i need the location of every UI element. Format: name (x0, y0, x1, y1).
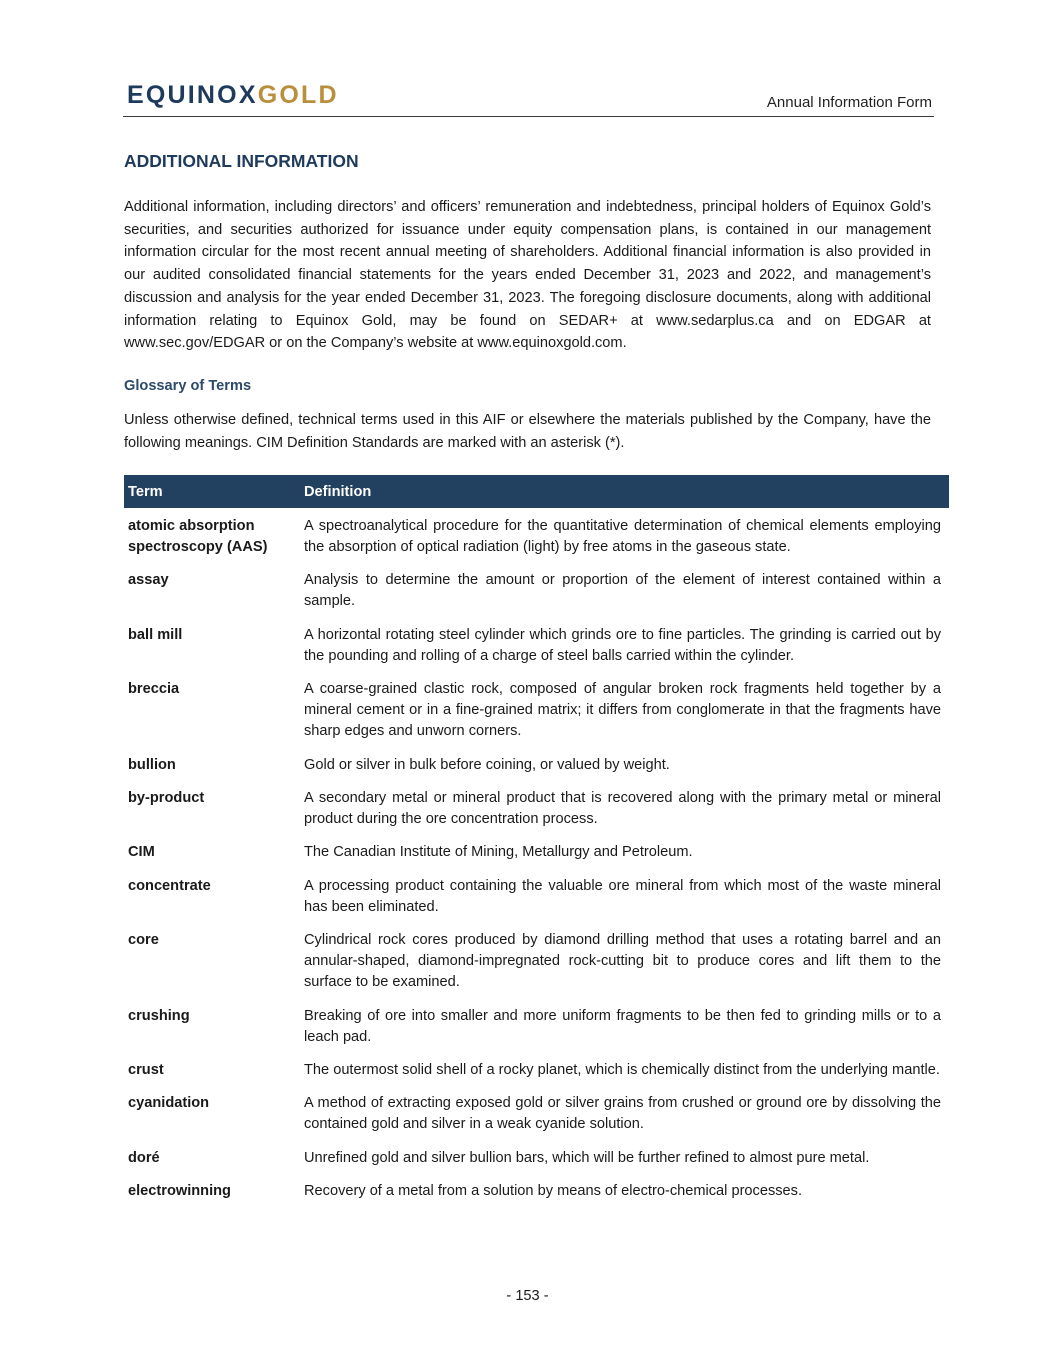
table-row (124, 516, 949, 558)
term-cell: crust (128, 1061, 164, 1078)
company-logo (127, 80, 339, 110)
table-row (124, 930, 949, 993)
term-cell: concentrate (128, 877, 211, 894)
table-row (124, 570, 949, 612)
definition-cell: Analysis to determine the amount or proportion of the element of interest contained within a sample. (304, 572, 941, 610)
term-cell: atomic absorption spectroscopy (AAS) (128, 518, 268, 555)
definition-cell: Recovery of a metal from a solution by means of electro-chemical processes. (304, 1183, 803, 1200)
definition-cell: Unrefined gold and silver bullion bars, which will be further refined to almost pure metal. (304, 1149, 870, 1166)
term-cell: CIM (128, 844, 155, 861)
definition-cell: A processing product containing the valuable ore mineral from which most of the waste mineral has been eliminated. (304, 877, 941, 915)
term-cell: core (128, 932, 159, 949)
term-cell: bullion (128, 756, 176, 773)
additional-information-paragraph: Additional information, including directors’ and officers’ remuneration and indebtedness, principal holders of Equinox Gold’s securities, and securities authorized for issuance under equity compensation plans, is contained in our management information circular for the most recent annual meeting of shareholders. Additional financial information is also provided in our audited consolidated financial statements for the years ended December 31, 2023 and 2022, and management’s discussion and analysis for the year ended December 31, 2023. The foregoing disclosure documents, along with additional information relating to Equinox Gold, may be found on SEDAR+ at www.sedarplus.ca and on EDGAR at www.sec.gov/EDGAR or on the Company’s website at www.equinoxgold.com. (124, 199, 931, 352)
document-title: Annual Information Form (766, 94, 932, 111)
definition-cell: The Canadian Institute of Mining, Metallurgy and Petroleum. (304, 844, 693, 861)
definition-cell: Gold or silver in bulk before coining, or valued by weight. (304, 756, 670, 773)
page-number: - 153 - (506, 1288, 549, 1304)
table-row (124, 1060, 949, 1081)
term-cell: crushing (128, 1007, 190, 1024)
section-title: ADDITIONAL INFORMATION (124, 151, 359, 171)
table-row (124, 755, 949, 776)
definition-cell: A spectroanalytical procedure for the quantitative determination of chemical elements employing the absorption of optical radiation (light) by free atoms in the gaseous state. (304, 518, 941, 555)
term-cell: ball mill (128, 626, 183, 643)
table-row (124, 788, 949, 830)
definition-cell: The outermost solid shell of a rocky planet, which is chemically distinct from the underlying mantle. (304, 1061, 940, 1078)
term-cell: doré (128, 1149, 160, 1166)
table-row (124, 1148, 949, 1169)
column-header-term: Term (128, 483, 163, 500)
glossary-table-header (124, 475, 949, 508)
logo-text-gold: GOLD (257, 81, 339, 109)
glossary-table (124, 475, 949, 1214)
table-row (124, 1093, 949, 1135)
table-row (124, 876, 949, 918)
glossary-title: Glossary of Terms (124, 378, 252, 394)
definition-cell: A method of extracting exposed gold or silver grains from crushed or ground ore by dissolving the contained gold and silver in a weak cyanide solution. (304, 1095, 941, 1133)
table-row (124, 1006, 949, 1048)
table-row (124, 842, 949, 863)
table-row (124, 625, 949, 667)
term-cell: electrowinning (128, 1183, 231, 1200)
logo-text-equinox: EQUINOX (127, 81, 258, 109)
definition-cell: Cylindrical rock cores produced by diamond drilling method that uses a rotating barrel and an annular-shaped, diamond-impregnated rock-cutting bit to produce cores and lift them to the surface to be examined. (304, 932, 941, 991)
term-cell: assay (128, 572, 169, 589)
term-cell: breccia (128, 681, 180, 698)
table-row (124, 679, 949, 742)
glossary-intro-paragraph: Unless otherwise defined, technical terms used in this AIF or elsewhere the materials published by the Company, have the following meanings. CIM Definition Standards are marked with an asterisk (*). (124, 412, 931, 451)
table-row (124, 1181, 949, 1202)
page-header (123, 80, 934, 117)
definition-cell: Breaking of ore into smaller and more uniform fragments to be then fed to grinding mills or to a leach pad. (304, 1007, 941, 1045)
definition-cell: A horizontal rotating steel cylinder which grinds ore to fine particles. The grinding is carried out by the pounding and rolling of a charge of steel balls carried within the cylinder. (304, 626, 941, 664)
definition-cell: A coarse-grained clastic rock, composed of angular broken rock fragments held together by a mineral cement or in a fine-grained matrix; it differs from conglomerate in that the fragments have sharp edges and unworn corners. (304, 681, 941, 740)
definition-cell: A secondary metal or mineral product that is recovered along with the primary metal or mineral product during the ore concentration process. (304, 789, 941, 827)
term-cell: cyanidation (128, 1095, 210, 1112)
term-cell: by-product (128, 789, 205, 806)
glossary-table-body (124, 508, 949, 1202)
column-header-definition: Definition (304, 483, 372, 500)
